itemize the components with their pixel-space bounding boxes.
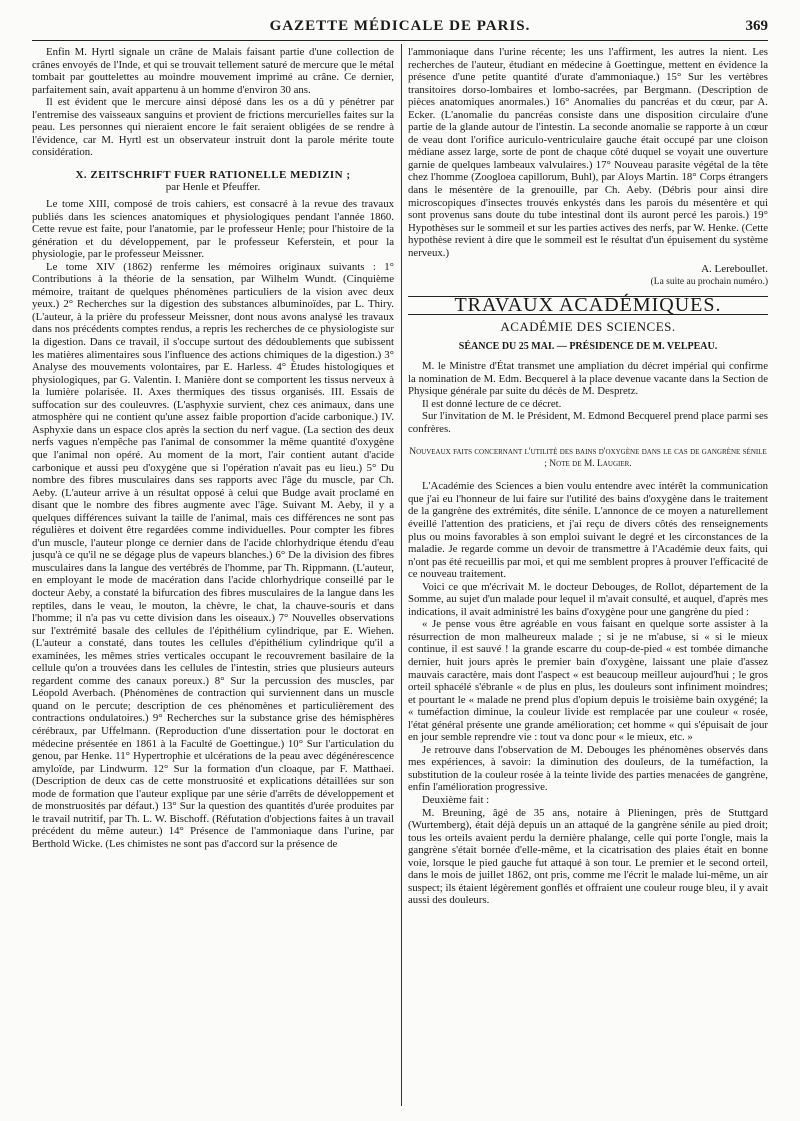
continuation-note: (La suite au prochain numéro.) bbox=[650, 276, 768, 287]
academy-heading: ACADÉMIE DES SCIENCES. bbox=[500, 318, 676, 334]
paragraph: Voici ce que m'écrivait M. le docteur Debouges, de Rollot, département de la Somme, au sujet d'un malade pour lequel il m'avait consulté, et auquel, d'après mes indications, il avait administré les bains d'oxygène pour une gangrène du pied : bbox=[408, 580, 768, 618]
paragraph: Il est évident que le mercure ainsi déposé dans les os a dû y pénétrer par l'entremise des vaisseaux sanguins et provient de frictions mercurielles faites sur la peau. Les personnes qui nieraient encore le fait seraient obligées de se rendre à l'évidence, car M. Hyrtl est un observateur instruit dont la parole mérite toute considération. bbox=[32, 96, 394, 159]
paragraph: Le tome XIII, composé de trois cahiers, est consacré à la revue des travaux publiés dans les sciences anatomiques et physiologiques pendant l'année 1860. Cette revue est faite, pour l'anatomie, par le professeur Henle; pour l'histoire de la génération et du développement, par le professeur Keferstein, et pour la physiologie, par le professeur Meissner. bbox=[32, 198, 394, 261]
paragraph: l'ammoniaque dans l'urine récente; les uns l'affirment, les autres la nient. Les recherches de l'auteur, étudiant en médecine à Goettingue, mettent en évidence la présence d'une petite quantité d'urate d'ammoniaque.) 15° Sur les vertèbres transitoires dorso-lombaires et lombo-sacrées, par Bergmann. (Description de pièces anatomiques anormales.) 16° Anomalies du pancréas et du cœur, par A. Ecker. (L'anomalie du pancréas consiste dans une disposition circulaire d'une partie de la glande autour de l'intestin. La seconde anomalie se rapporte à un cœur de veau dont l'orifice auriculo-ventriculaire gauche était occupé par une cloison médiane assez large, sorte de pont de chaque côté duquel se voyait une ouverture garnie de quelques lambeaux valvulaires.) 17° Nouveau parasite végétal de la tête chez l'homme (Zoogloea capillorum, Buhl), par Aloys Martin. 18° Corps étrangers dans le mésentère de la grenouille, par Ch. Aeby. (Débris pour ainsi dire microscopiques d'insectes trouvés enkystés dans les parois du mésentère et qui sont provenus sans doute du tube intestinal dont ils auront percé les parois.) 19° Hypothèses sur le sommeil et sur les parties actives des nerfs, par W. Henke. (Cette hypothèse revient à dire que le sommeil est le résultat d'un épuisement du système nerveux.) bbox=[408, 46, 768, 259]
left-column bbox=[32, 46, 394, 850]
section-banner: TRAVAUX ACADÉMIQUES. bbox=[408, 296, 768, 315]
column-divider bbox=[401, 44, 402, 1106]
paragraph: M. le Ministre d'État transmet une ampliation du décret impérial qui confirme la nomination de M. Edm. Becquerel à la place devenue vacante dans la Section de Physique générale par suite du décès de M. Despretz. bbox=[408, 360, 768, 398]
quotation: « Je pense vous être agréable en vous faisant en quelque sorte assister à la résurrection de mon malheureux malade ; si je ne m'abuse, si « si le mieux continue, il est sauvé ! la grande escarre du coup-de-pied « est tombée dimanche dernier, huit jours après le premier bain d'oxygène, laissant une plaie d'assez mauvais caractère, mais dont l'aspect « est beaucoup meilleur aujourd'hui ; le gros orteil sphacélé s'ébranle « de plus en plus, les douleurs sont infiniment moindres; et pourtant le « malade ne prend plus d'opium depuis le troisième bain oxygéné; la « tuméfaction diminue, la couleur livide est remplacée par une couleur « rosée, l'état général présente une grande amélioration; cet homme « qui s'épuisait de jour en jour semble reprendre vie : tout va donc pour « le mieux, etc. » bbox=[408, 618, 768, 744]
session-heading: SÉANCE DU 25 MAI. — PRÉSIDENCE DE M. VELPEAU. bbox=[458, 341, 718, 353]
paragraph: Je retrouve dans l'observation de M. Debouges les phénomènes observés dans mes expériences, à savoir: la diminution des douleurs, de la tuméfaction, la substitution de la couleur rosée à la teinte livide des parties menacées de gangrène, enfin l'amélioration progressive. bbox=[408, 743, 768, 794]
section-heading bbox=[32, 169, 394, 194]
paragraph: L'Académie des Sciences a bien voulu entendre avec intérêt la communication que j'ai eu l'honneur de lui faire sur l'utilité des bains d'oxygène dans le traitement de la gangrène des extrémités, dite sénile. L'annonce de ce moyen a naturellement éveillé l'attention des praticiens, et j'ai reçu de divers côtés des renseignements plus ou moins favorables à son emploi suivant le degré et les circonstances de la maladie. Je regarde comme un devoir de transmettre à l'Académie deux faits, qui n'ont pas été recueillis par moi, et qui me semblent propres à prouver l'efficacité de ce nouveau traitement. bbox=[408, 480, 768, 581]
paragraph: Deuxième fait : bbox=[422, 793, 490, 806]
page-number: 369 bbox=[745, 18, 768, 34]
paragraph: M. Breuning, âgé de 35 ans, notaire à Plieningen, près de Stuttgard (Wurtemberg), était déjà depuis un an attaqué de la gangrène sénile au pied droit; tous les orteils avaient perdu la dernière phalange, celle qui porte l'ongle, mais la gangrène s'était bornée d'elle-même, et la cicatrisation des plaies était en bonne voie, lorsque le pied gauche fut attaqué à son tour. Le premier et le second orteil, dans le mois de juillet 1862, ont pris, comme me l'écrit le malade lui-même, un air suspect; ils étaient légèrement gonflés et offraient une couleur rouge bleu, il y avait aussi des douleurs. bbox=[408, 806, 768, 907]
paragraph: Sur l'invitation de M. le Président, M. Edmond Becquerel prend place parmi ses confrères. bbox=[408, 410, 768, 435]
section-authors: par Henle et Pfeuffer. bbox=[165, 181, 261, 194]
journal-title: GAZETTE MÉDICALE DE PARIS. bbox=[269, 18, 531, 34]
note-title: Nouveaux faits concernant l'utilité des bains d'oxygène dans le cas de gangrène sénile ; Note de M. Laugier. bbox=[409, 447, 767, 469]
paragraph: Le tome XIV (1862) renferme les mémoires originaux suivants : 1° Contributions à la théorie de la sensation, par Wilhelm Wundt. (Cinquième mémoire, traitant de quelques phénomènes particuliers de la vision avec deux yeux.) 2° Recherches sur la digestion des substances albuminoïdes, par L. Thiry. (L'auteur, à la prière du professeur Meissner, dont nous avons analysé les travaux dans nos précédents comptes rendus, a repris les recherches de ce physiologiste sur la digestion. Dans ce travail, il s'occupe surtout des dédoublements que subissent les matières alimentaires sous l'influence des actions chimiques de la digestion.) 3° Analyse des mouvements volontaires, par E. Harless. 4° Études histologiques et physiologiques, par G. Valentin. I. Manière dont se comportent les tissus nerveux à la lumière polarisée. II. Axes thermiques des tissus organisés. III. Essais de suffocation sur des couleuvres. (L'asphyxie survient, chez ces animaux, dans une atmosphère qui ne contient qu'une assez faible proportion d'acide carbonique.) IV. Asphyxie dans un espace clos après la section du nerf vague. (La section des deux nerfs vagues n'empêche pas l'animal de consommer la même quantité d'oxygène que l'animal non opéré. Au moment de la mort, l'air contient autant d'acide carbonique et aussi peu d'oxygène que si l'opération n'avait pas eu lieu.) 5° Du nombre des fibres musculaires dans ses rapports avec l'âge du muscle, par Ch. Aeby. (L'auteur arrive à un résultat opposé à celui que Budge avait proclamé en disant que le nombre des fibres augmente avec l'âge. Suivant M. Aeby, il y a quelques différences suivant la taille de l'animal, mais ces différences ne sont pas régulières et doivent être regardées comme individuelles. Pour compter les fibres d'un muscle, l'auteur plonge ce dernier dans de l'acide chlorhydrique étendu d'eau jusqu'à ce qu'il ne se dégage plus de vapeurs blanches.) 6° De la division des fibres musculaires dans la langue des vertébrés de l'homme, par Th. Rippmann. (L'auteur, en employant le mode de macération dans l'acide chlorhydrique conseillé par le docteur Aeby, a constaté la bifurcation des fibres musculaires de la langue dans les reptiles, dans le veau, le mouton, la chèvre, le chat, la chauve-souris et dans l'homme; il n'a pas vu cette division dans les oiseaux.) 7° Nouvelles observations sur l'extrémité basale des cellules de l'épithélium cylindrique, par E. Wiehen. (L'auteur a constaté, dans toutes les cellules d'épithélium cylindrique qu'il a examinées, les mêmes stries verticales occupant le recouvrement basilaire de la cellule qu'on a trouvées dans les cellules de l'intestin, stries que plusieurs auteurs regardent comme des canaux poreux.) 8° Sur la percussion des muscles, par Léopold Averbach. (Phénomènes de contraction qui surviennent dans un muscle quand on le percute; description de ces phénomènes et particulièrement des contractions ondulatoires.) 9° Recherches sur la substance grise des hémisphères cérébraux, par Uffelmann. (Reproduction d'une dissertation pour le doctorat en médecine présentée en 1861 à la Faculté de Goettingue.) 10° Sur l'articulation du genou, par Henke. 11° Hypertrophie et ulcérations de la peau avec dégénérescence amyloïde, par Lindwurm. 12° Sur la formation d'un cloaque, par F. Matthaei. (Description de deux cas de cette monstruosité et explications détaillées sur son mode de formation que l'auteur explique par une série d'arrêts de développement et de monstruosités par défaut.) 13° Sur la question des quantités d'urée produites par le travail nutritif, par Th. L. W. Bischoff. (Réfutation d'objections faites à un travail précédent du même auteur.) 14° Présence de l'ammoniaque dans l'urine, par Berthold Wicke. (Les chimistes ne sont pas d'accord sur la présence de bbox=[32, 260, 394, 850]
paragraph: Enfin M. Hyrtl signale un crâne de Malais faisant partie d'une collection de crânes envoyés de l'Inde, et qui se trouvait tellement saturé de mercure que le métal tombait par gouttelettes au moindre mouvement imprimé au crâne. Ce dernier, parfaitement sain, avait appartenu à un homme d'environ 30 ans. bbox=[32, 46, 394, 96]
page-header bbox=[32, 14, 768, 41]
section-title: X. ZEITSCHRIFT FUER RATIONELLE MEDIZIN ; bbox=[75, 168, 351, 181]
right-column bbox=[408, 46, 768, 907]
author-signature: A. Lereboullet. bbox=[701, 263, 768, 276]
paragraph: Il est donné lecture de ce décret. bbox=[422, 397, 562, 410]
